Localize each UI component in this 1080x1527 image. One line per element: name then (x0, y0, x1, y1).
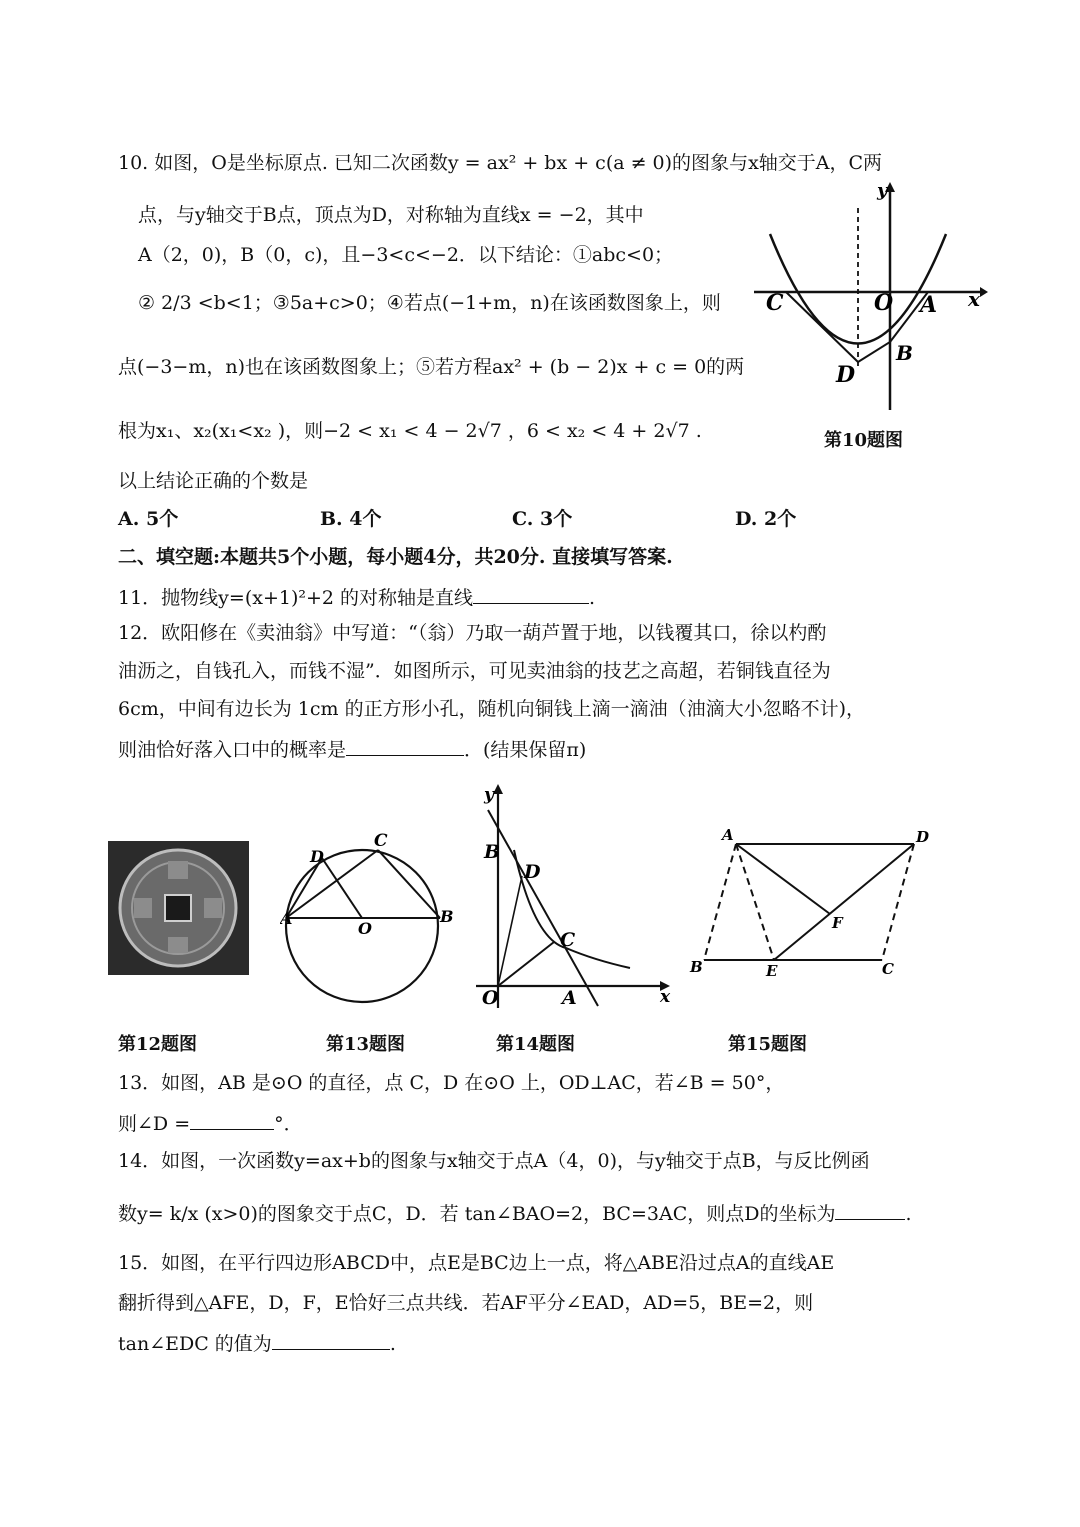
q10-line-7: 以上结论正确的个数是 (118, 470, 309, 492)
fig14-label-c: C (560, 929, 576, 951)
fig15-label-c: C (882, 960, 894, 978)
q10-option-a: A. 5个 (118, 508, 179, 530)
q10-line-1: 10. 如图，O是坐标原点. 已知二次函数y = ax² + bx + c(a ≠ 0)的图象与x轴交于A，C两 (118, 152, 883, 174)
fig10-caption: 第10题图 (824, 430, 904, 451)
q10-line-3: A（2，0)，B（0，c)，且−3<c<−2．以下结论：①abc<0； (138, 244, 674, 266)
section-2-heading: 二、填空题:本题共5个小题，每小题4分，共20分. 直接填写答案. (118, 546, 673, 568)
fig10-label-a: A (920, 292, 938, 318)
fig13-label-b: B (440, 907, 454, 926)
fig13-label-d: D (310, 847, 324, 866)
q10-option-c: C. 3个 (512, 508, 573, 530)
fig13-label-a: A (280, 909, 293, 928)
q10-line-4: ② 2/3 <b<1；③5a+c>0；④若点(−1+m，n)在该函数图象上，则 (138, 292, 721, 314)
fig14-label-x: x (660, 987, 671, 1007)
q14-line-2 (118, 1200, 912, 1226)
q12-line-1: 12．欧阳修在《卖油翁》中写道：“（翁）乃取一葫芦置于地，以钱覆其口，徐以杓酌 (118, 622, 827, 644)
fig10-label-y: y (877, 180, 888, 201)
q15-line-3 (118, 1330, 396, 1356)
q11-text (118, 584, 595, 610)
fig15-label-a: A (722, 826, 734, 844)
q13-line-1: 13．如图，AB 是⊙O 的直径，点 C，D 在⊙O 上，OD⊥AC，若∠B = 50°， (118, 1072, 785, 1094)
figure-14-hyperbola (474, 780, 674, 1010)
q11-end: . (589, 587, 596, 609)
fig14-label-y: y (484, 785, 494, 805)
fig15-segment-af (736, 844, 830, 914)
fig10-label-b: B (896, 341, 913, 365)
q13-line-2 (118, 1110, 303, 1136)
figure-13-circle (280, 828, 460, 1018)
q14-stem: 数y= k/x (x>0)的图象交于点C，D．若 tan∠BAO=2，BC=3AC，则点D的坐标为 (118, 1203, 836, 1225)
fig15-side-dc (882, 844, 914, 960)
q11-stem: 11．抛物线y=(x+1)²+2 的对称轴是直线 (118, 587, 474, 609)
fig15-label-e: E (766, 962, 778, 980)
q14-line-1: 14．如图，一次函数y=ax+b的图象与x轴交于点A（4，0)，与y轴交于点B，与反比例函 (118, 1150, 870, 1172)
figure-10-parabola (740, 178, 990, 418)
fig15-caption: 第15题图 (728, 1034, 808, 1055)
fig10-label-x: x (968, 287, 980, 311)
fig14-line (488, 810, 598, 1006)
fig12-glyph-top (168, 861, 188, 879)
q11-answer-blank[interactable] (473, 584, 589, 604)
fig13-label-o: O (358, 919, 372, 938)
fig10-segment-cd (786, 292, 858, 362)
fig10-label-o: O (874, 290, 894, 316)
fig14-caption: 第14题图 (496, 1034, 576, 1055)
fig15-label-d: D (916, 828, 930, 846)
fig14-y-arrow (493, 784, 503, 794)
fig14-label-a: A (562, 987, 577, 1009)
fig15-label-f: F (832, 914, 843, 932)
fig13-caption: 第13题图 (326, 1034, 406, 1055)
q12-stem: 则油恰好落入口中的概率是 (118, 739, 347, 761)
fig15-segment-de (774, 844, 914, 960)
q15-answer-blank[interactable] (272, 1330, 390, 1350)
fig12-caption: 第12题图 (118, 1034, 198, 1055)
q12-end: ．(结果保留π) (464, 739, 587, 761)
fig14-label-b: B (484, 841, 501, 863)
q10-line-6: 根为x₁、x₂(x₁<x₂ )，则−2 < x₁ < 4 − 2√7 ，6 < x₂ < 4 + 2√7 . (118, 420, 702, 442)
q10-line-5: 点(−3−m，n)也在该函数图象上；⑤若方程ax² + (b − 2)x + c = 0的两 (118, 356, 745, 378)
q10-option-b: B. 4个 (320, 508, 382, 530)
q15-line-1: 15．如图，在平行四边形ABCD中，点E是BC边上一点，将△ABE沿过点A的直线AE (118, 1252, 835, 1274)
fig12-square-hole (165, 895, 191, 921)
fig13-label-c: C (374, 831, 388, 851)
fig14-label-o: O (482, 987, 499, 1009)
q15-stem: tan∠EDC 的值为 (118, 1333, 272, 1355)
fig15-side-ab (704, 844, 736, 960)
q12-line-4 (118, 736, 586, 762)
fig12-glyph-left (134, 898, 152, 918)
q13-end: °． (274, 1113, 303, 1135)
fig12-glyph-bottom (168, 937, 188, 953)
fig13-chord-cb (378, 850, 440, 918)
figure-12-coin-photo (108, 841, 249, 975)
q10-option-d: D. 2个 (735, 508, 797, 530)
q12-line-3: 6cm，中间有边长为 1cm 的正方形小孔，随机向铜钱上滴一滴油（油滴大小忽略不计)， (118, 698, 865, 720)
q10-line-2: 点，与y轴交于B点，顶点为D，对称轴为直线x = −2，其中 (138, 204, 644, 226)
q13-stem: 则∠D = (118, 1113, 191, 1135)
fig14-label-d: D (524, 861, 541, 883)
q15-line-2: 翻折得到△AFE，D，F，E恰好三点共线．若AF平分∠EAD，AD=5，BE=2，则 (118, 1292, 814, 1314)
fig15-label-b: B (690, 958, 703, 976)
q12-line-2: 油沥之，自钱孔入，而钱不湿”．如图所示，可见卖油翁的技艺之高超，若铜钱直径为 (118, 660, 831, 682)
figure-15-parallelogram (684, 822, 934, 982)
q12-answer-blank[interactable] (346, 736, 464, 756)
q14-end: . (905, 1203, 912, 1225)
fig10-x-arrow (980, 287, 988, 297)
fig10-label-c: C (766, 290, 784, 316)
fig10-label-d: D (836, 362, 856, 388)
q14-answer-blank[interactable] (835, 1200, 905, 1220)
fig12-glyph-right (204, 898, 222, 918)
fig10-segment-db (858, 342, 890, 362)
q15-end: . (389, 1333, 396, 1355)
fig15-segment-ae (736, 844, 774, 960)
q13-answer-blank[interactable] (190, 1110, 274, 1130)
